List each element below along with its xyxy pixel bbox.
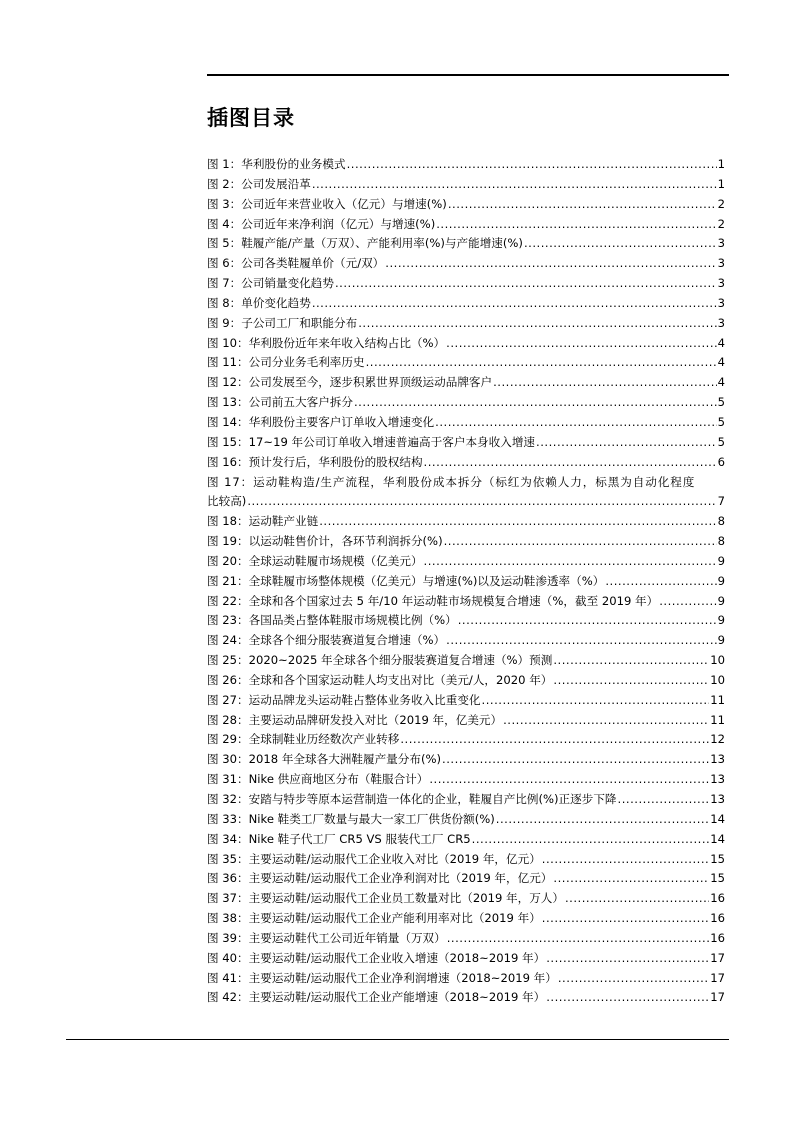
- dot-leader: [503, 711, 709, 731]
- toc-entry-label: 图 39：主要运动鞋代工公司近年销量（万双）: [207, 930, 446, 945]
- toc-entry[interactable]: [207, 750, 725, 770]
- toc-entry-page: 15: [710, 871, 725, 886]
- toc-entry[interactable]: [207, 790, 725, 810]
- dot-leader: [424, 453, 717, 473]
- toc-entry-label: 图 6：公司各类鞋履单价（元/双）: [207, 256, 385, 271]
- toc-entry[interactable]: [207, 552, 725, 572]
- toc-entry-label: 图 9：子公司工厂和职能分布: [207, 315, 358, 330]
- dot-leader: [446, 334, 716, 354]
- toc-entry-label: 图 22：全球和各个国家过去 5 年/10 年运动鞋市场规模复合增速（%，截至 2019 年）: [207, 593, 659, 608]
- toc-entry-label: 图 10：华利股份近年来年收入结构占比（%）: [207, 335, 446, 350]
- dot-leader: [493, 373, 717, 393]
- toc-entry-page: 17: [710, 990, 725, 1005]
- toc-entry-label: 图 5：鞋履产能/产量（万双）、产能利用率(%)与产能增速(%): [207, 236, 523, 251]
- toc-entry[interactable]: [207, 611, 725, 631]
- dot-leader: [400, 730, 709, 750]
- dot-leader: [553, 651, 709, 671]
- toc-entry-page: 4: [717, 355, 725, 370]
- toc-entry-label: 图 38：主要运动鞋/运动服代工企业产能利用率对比（2019 年）: [207, 911, 541, 926]
- toc-entry-page: 1: [717, 157, 725, 171]
- toc-entry-page: 17: [710, 950, 725, 965]
- dot-leader: [385, 254, 716, 274]
- toc-entry-page: 16: [710, 911, 725, 926]
- toc-entry-label: 图 23：各国品类占整体鞋服市场规模比例（%）: [207, 613, 457, 628]
- dot-leader: [472, 830, 710, 850]
- toc-entry-page: 13: [710, 752, 725, 767]
- dot-leader: [435, 413, 716, 433]
- dot-leader: [524, 234, 717, 254]
- dot-leader: [335, 274, 717, 294]
- toc-entry[interactable]: [207, 234, 725, 254]
- toc-entry-page: 15: [710, 851, 725, 866]
- toc-entry-page: 5: [717, 395, 725, 410]
- toc-entry-page: 11: [710, 692, 725, 707]
- toc-entry[interactable]: [207, 711, 725, 731]
- toc-entry-page: 12: [710, 732, 725, 747]
- dot-leader: [444, 532, 717, 552]
- toc-entry-label: 图 31：Nike 供应商地区分布（鞋服合计）: [207, 772, 429, 787]
- dot-leader: [496, 810, 709, 830]
- toc-entry-label: 图 35：主要运动鞋/运动服代工企业收入对比（2019 年，亿元）: [207, 851, 541, 866]
- dot-leader: [448, 195, 717, 215]
- toc-entry[interactable]: [207, 671, 725, 691]
- toc-entry-label: 图 1：华利股份的业务模式: [207, 157, 346, 171]
- toc-entry-label: 图 16：预计发行后，华利股份的股权结构: [207, 454, 423, 469]
- toc-entry[interactable]: [207, 274, 725, 294]
- dot-leader: [447, 929, 710, 949]
- dot-leader: [247, 492, 716, 512]
- toc-entry-label: 图 2：公司发展沿革: [207, 176, 311, 191]
- toc-entry-page: 10: [710, 653, 725, 668]
- toc-entry-page: 3: [717, 236, 725, 251]
- toc-entry-page: 8: [717, 514, 725, 529]
- dot-leader: [536, 433, 717, 453]
- toc-entry-label: 图 15：17~19 年公司订单收入增速普遍高于客户本身收入增速: [207, 434, 536, 449]
- toc-entry-page: 16: [710, 891, 725, 906]
- toc-entry[interactable]: [207, 532, 725, 552]
- toc-entry-label: 图 11：公司分业务毛利率历史: [207, 355, 365, 370]
- dot-leader: [542, 850, 709, 870]
- toc-entry[interactable]: [207, 909, 725, 929]
- toc-entry[interactable]: [207, 334, 725, 354]
- dot-leader: [312, 294, 717, 314]
- toc-entry-page: 14: [710, 831, 725, 846]
- toc-entry-label: 图 26：全球和各个国家运动鞋人均支出对比（美元/人，2020 年）: [207, 672, 553, 687]
- toc-entry-label: 图 21：全球鞋履市场整体规模（亿美元）与增速(%)以及运动鞋渗透率（%）: [207, 573, 605, 588]
- toc-entry-page: 17: [710, 970, 725, 985]
- toc-entry-page: 9: [717, 553, 725, 568]
- toc-entry-page: 6: [717, 454, 725, 469]
- toc-entry-page: 13: [710, 792, 725, 806]
- toc-entry[interactable]: [207, 473, 725, 493]
- toc-entry[interactable]: [207, 215, 725, 235]
- toc-entry-page: 14: [710, 811, 725, 826]
- toc-entry[interactable]: [207, 314, 725, 334]
- toc-entry[interactable]: [207, 988, 725, 1008]
- toc-entry-page: 3: [717, 256, 725, 271]
- toc-entry[interactable]: [207, 254, 725, 274]
- toc-entry-page: 7: [717, 494, 725, 509]
- toc-entry-label: 图 8：单价变化趋势: [207, 295, 311, 310]
- toc-entry-page: 9: [717, 633, 725, 648]
- toc-entry-continued[interactable]: [207, 492, 725, 512]
- toc-entry-label: 图 40：主要运动鞋/运动服代工企业收入增速（2018~2019 年）: [207, 950, 546, 965]
- toc-entry[interactable]: [207, 949, 725, 969]
- toc-entry-page: 16: [710, 930, 725, 945]
- toc-entry-label: 图 37：主要运动鞋/运动服代工企业员工数量对比（2019 年，万人）: [207, 891, 564, 906]
- dot-leader: [553, 869, 709, 889]
- toc-entry-page: 8: [717, 534, 725, 549]
- dot-leader: [446, 631, 716, 651]
- dot-leader: [366, 353, 717, 373]
- toc-entry-page: 4: [717, 335, 725, 350]
- toc-entry[interactable]: [207, 373, 725, 393]
- toc-entry[interactable]: [207, 889, 725, 909]
- toc-entry-label-continued: 比较高): [207, 494, 247, 509]
- toc-entry[interactable]: [207, 631, 725, 651]
- dot-leader: [436, 215, 716, 235]
- toc-entry-label: 图 17：运动鞋构造/生产流程，华利股份成本拆分（标红为依赖人力，标黑为自动化程度: [207, 474, 696, 489]
- toc-entry-label: 图 28：主要运动品牌研发投入对比（2019 年，亿美元）: [207, 712, 503, 727]
- dot-leader: [553, 671, 709, 691]
- dot-leader: [424, 552, 717, 572]
- toc-entry-label: 图 36：主要运动鞋/运动服代工企业净利润对比（2019 年，亿元）: [207, 871, 553, 886]
- toc-entry[interactable]: [207, 155, 725, 175]
- toc-entry[interactable]: [207, 929, 725, 949]
- toc-entry[interactable]: [207, 175, 725, 195]
- toc-entry-page: 9: [717, 573, 725, 588]
- toc-entry[interactable]: [207, 294, 725, 314]
- toc-entry-page: 5: [717, 434, 725, 449]
- dot-leader: [429, 770, 709, 790]
- dot-leader: [458, 611, 717, 631]
- toc-entry-page: 9: [717, 593, 725, 608]
- dot-leader: [482, 691, 710, 711]
- figure-index-list: [207, 155, 725, 1008]
- toc-entry-page: 3: [717, 315, 725, 330]
- toc-entry-label: 图 7：公司销量变化趋势: [207, 276, 334, 291]
- toc-entry[interactable]: [207, 592, 725, 612]
- dot-leader: [565, 889, 709, 909]
- toc-entry[interactable]: [207, 572, 725, 592]
- dot-leader: [347, 155, 717, 175]
- toc-entry-label: 图 27：运动品牌龙头运动鞋占整体业务收入比重变化: [207, 692, 481, 707]
- toc-entry-page: 4: [717, 375, 725, 390]
- toc-entry-label: 图 25：2020~2025 年全球各个细分服装赛道复合增速（%）预测: [207, 653, 553, 668]
- toc-entry-page: 3: [717, 276, 725, 291]
- toc-entry-label: 图 20：全球运动鞋履市场规模（亿美元）: [207, 553, 423, 568]
- dot-leader: [546, 949, 709, 969]
- toc-entry[interactable]: [207, 770, 725, 790]
- toc-entry-page: 2: [717, 196, 725, 211]
- toc-entry-label: 图 34：Nike 鞋子代工厂 CR5 VS 服装代工厂 CR5: [207, 831, 471, 846]
- toc-entry-label: 图 19：以运动鞋售价计，各环节利润拆分(%): [207, 534, 443, 549]
- toc-entry-page: 11: [710, 712, 725, 727]
- dot-leader: [442, 750, 709, 770]
- dot-leader: [358, 314, 716, 334]
- toc-entry-page: 13: [710, 772, 725, 787]
- dot-leader: [542, 909, 709, 929]
- toc-entry[interactable]: [207, 730, 725, 750]
- toc-entry[interactable]: [207, 433, 725, 453]
- toc-entry[interactable]: [207, 850, 725, 870]
- dot-leader: [605, 572, 716, 592]
- toc-entry-label: 图 18：运动鞋产业链: [207, 514, 319, 529]
- dot-leader: [558, 969, 709, 989]
- toc-entry-label: 图 4：公司近年来净利润（亿元）与增速(%): [207, 216, 436, 231]
- toc-entry[interactable]: [207, 393, 725, 413]
- toc-entry[interactable]: [207, 691, 725, 711]
- page-title: 插图目录: [207, 106, 295, 130]
- toc-entry-page: 2: [717, 216, 725, 231]
- toc-entry-page: 9: [717, 613, 725, 628]
- toc-entry-page: 10: [710, 672, 725, 687]
- toc-entry-label: 图 3：公司近年来营业收入（亿元）与增速(%): [207, 196, 447, 211]
- dot-leader: [546, 988, 709, 1008]
- toc-entry-label: 图 32：安踏与特步等原本运营制造一体化的企业，鞋履自产比例(%)正逐步下降: [207, 792, 617, 806]
- dot-leader: [312, 175, 717, 195]
- dot-leader: [354, 393, 717, 413]
- bottom-rule: [66, 1039, 729, 1040]
- toc-entry-label: 图 41：主要运动鞋/运动服代工企业净利润增速（2018~2019 年）: [207, 970, 557, 985]
- toc-entry-label: 图 24：全球各个细分服装赛道复合增速（%）: [207, 633, 446, 648]
- toc-entry[interactable]: [207, 512, 725, 532]
- toc-entry[interactable]: [207, 830, 725, 850]
- toc-entry-page: 5: [717, 414, 725, 429]
- toc-entry[interactable]: [207, 810, 725, 830]
- toc-entry-label: 图 30：2018 年全球各大洲鞋履产量分布(%): [207, 752, 442, 767]
- toc-entry[interactable]: [207, 651, 725, 671]
- toc-entry[interactable]: [207, 353, 725, 373]
- dot-leader: [659, 592, 716, 612]
- toc-entry-page: 3: [717, 295, 725, 310]
- toc-entry-label: 图 13：公司前五大客户拆分: [207, 395, 353, 410]
- toc-entry[interactable]: [207, 195, 725, 215]
- top-rule: [207, 74, 729, 76]
- toc-entry-label: 图 42：主要运动鞋/运动服代工企业产能增速（2018~2019 年）: [207, 990, 546, 1005]
- toc-entry[interactable]: [207, 969, 725, 989]
- dot-leader: [319, 512, 716, 532]
- toc-entry-label: 图 33：Nike 鞋类工厂数量与最大一家工厂供货份额(%): [207, 811, 495, 826]
- toc-entry-label: 图 12：公司发展至今，逐步积累世界顶级运动品牌客户: [207, 375, 493, 390]
- toc-entry[interactable]: [207, 869, 725, 889]
- toc-entry-label: 图 29：全球制鞋业历经数次产业转移: [207, 732, 400, 747]
- toc-entry[interactable]: [207, 453, 725, 473]
- dot-leader: [618, 790, 710, 810]
- toc-entry[interactable]: [207, 413, 725, 433]
- toc-entry-page: 1: [717, 176, 725, 191]
- toc-entry-label: 图 14：华利股份主要客户订单收入增速变化: [207, 414, 435, 429]
